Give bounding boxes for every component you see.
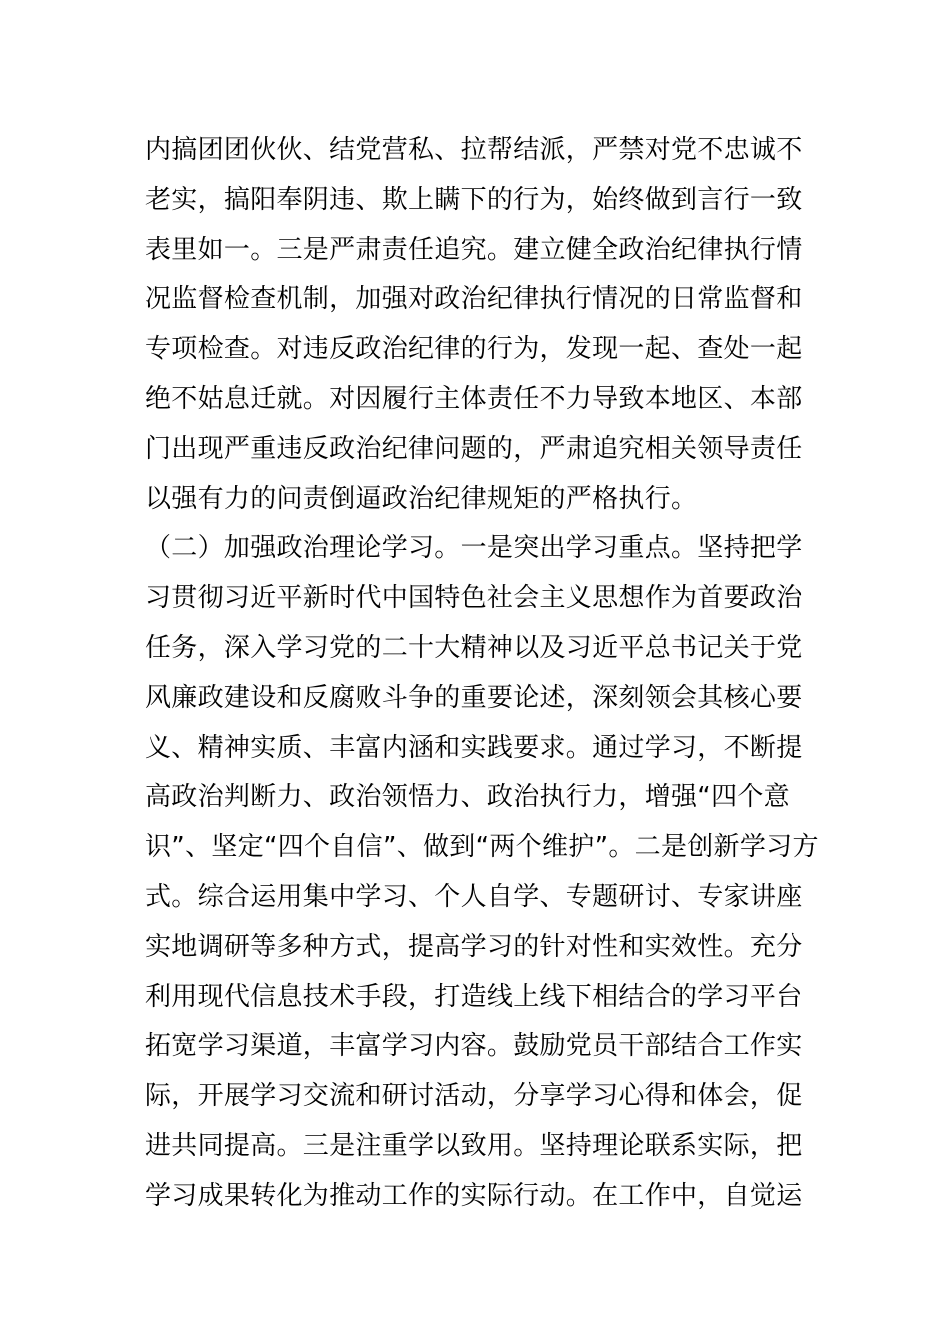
text-line: 拓宽学习渠道，丰富学习内容。鼓励党员干部结合工作实 <box>145 1031 803 1062</box>
text-line: 际，开展学习交流和研讨活动，分享学习心得和体会，促 <box>145 1081 803 1112</box>
document-body <box>145 126 825 1222</box>
text-line: 任务，深入学习党的二十大精神以及习近平总书记关于党 <box>145 632 803 663</box>
text-line: 以强有力的问责倒逼政治纪律规矩的严格执行。 <box>145 483 698 514</box>
text-line: 义、精神实质、丰富内涵和实践要求。通过学习，不断提 <box>145 732 803 763</box>
text-line: 专项检查。对违反政治纪律的行为，发现一起、查处一起 <box>145 334 803 365</box>
section-heading-line: （二）加强政治理论学习。一是突出学习重点。坚持把学 <box>145 533 803 564</box>
text-line: 门出现严重违反政治纪律问题的，严肃追究相关领导责任 <box>145 433 803 464</box>
text-line: 老实，搞阳奉阴违、欺上瞒下的行为，始终做到言行一致 <box>145 184 803 215</box>
text-line: 识”、坚定“四个自信”、做到“两个维护”。二是创新学习方 <box>145 832 819 863</box>
text-line: 式。综合运用集中学习、个人自学、专题研讨、专家讲座 <box>145 881 803 912</box>
text-line: 利用现代信息技术手段，打造线上线下相结合的学习平台 <box>145 981 803 1012</box>
text-line: 内搞团团伙伙、结党营私、拉帮结派，严禁对党不忠诚不 <box>145 135 803 165</box>
text-line: 高政治判断力、政治领悟力、政治执行力，增强“四个意 <box>145 782 790 813</box>
text-line: 习贯彻习近平新时代中国特色社会主义思想作为首要政治 <box>145 583 803 614</box>
text-line: 风廉政建设和反腐败斗争的重要论述，深刻领会其核心要 <box>145 682 803 713</box>
text-line: 实地调研等多种方式，提高学习的针对性和实效性。充分 <box>145 931 803 962</box>
text-line: 表里如一。三是严肃责任追究。建立健全政治纪律执行情 <box>145 234 803 265</box>
text-line: 进共同提高。三是注重学以致用。坚持理论联系实际，把 <box>145 1130 803 1161</box>
text-line: 况监督检查机制，加强对政治纪律执行情况的日常监督和 <box>145 284 803 315</box>
text-line: 学习成果转化为推动工作的实际行动。在工作中，自觉运 <box>145 1180 803 1211</box>
text-line: 绝不姑息迁就。对因履行主体责任不力导致本地区、本部 <box>145 383 803 414</box>
